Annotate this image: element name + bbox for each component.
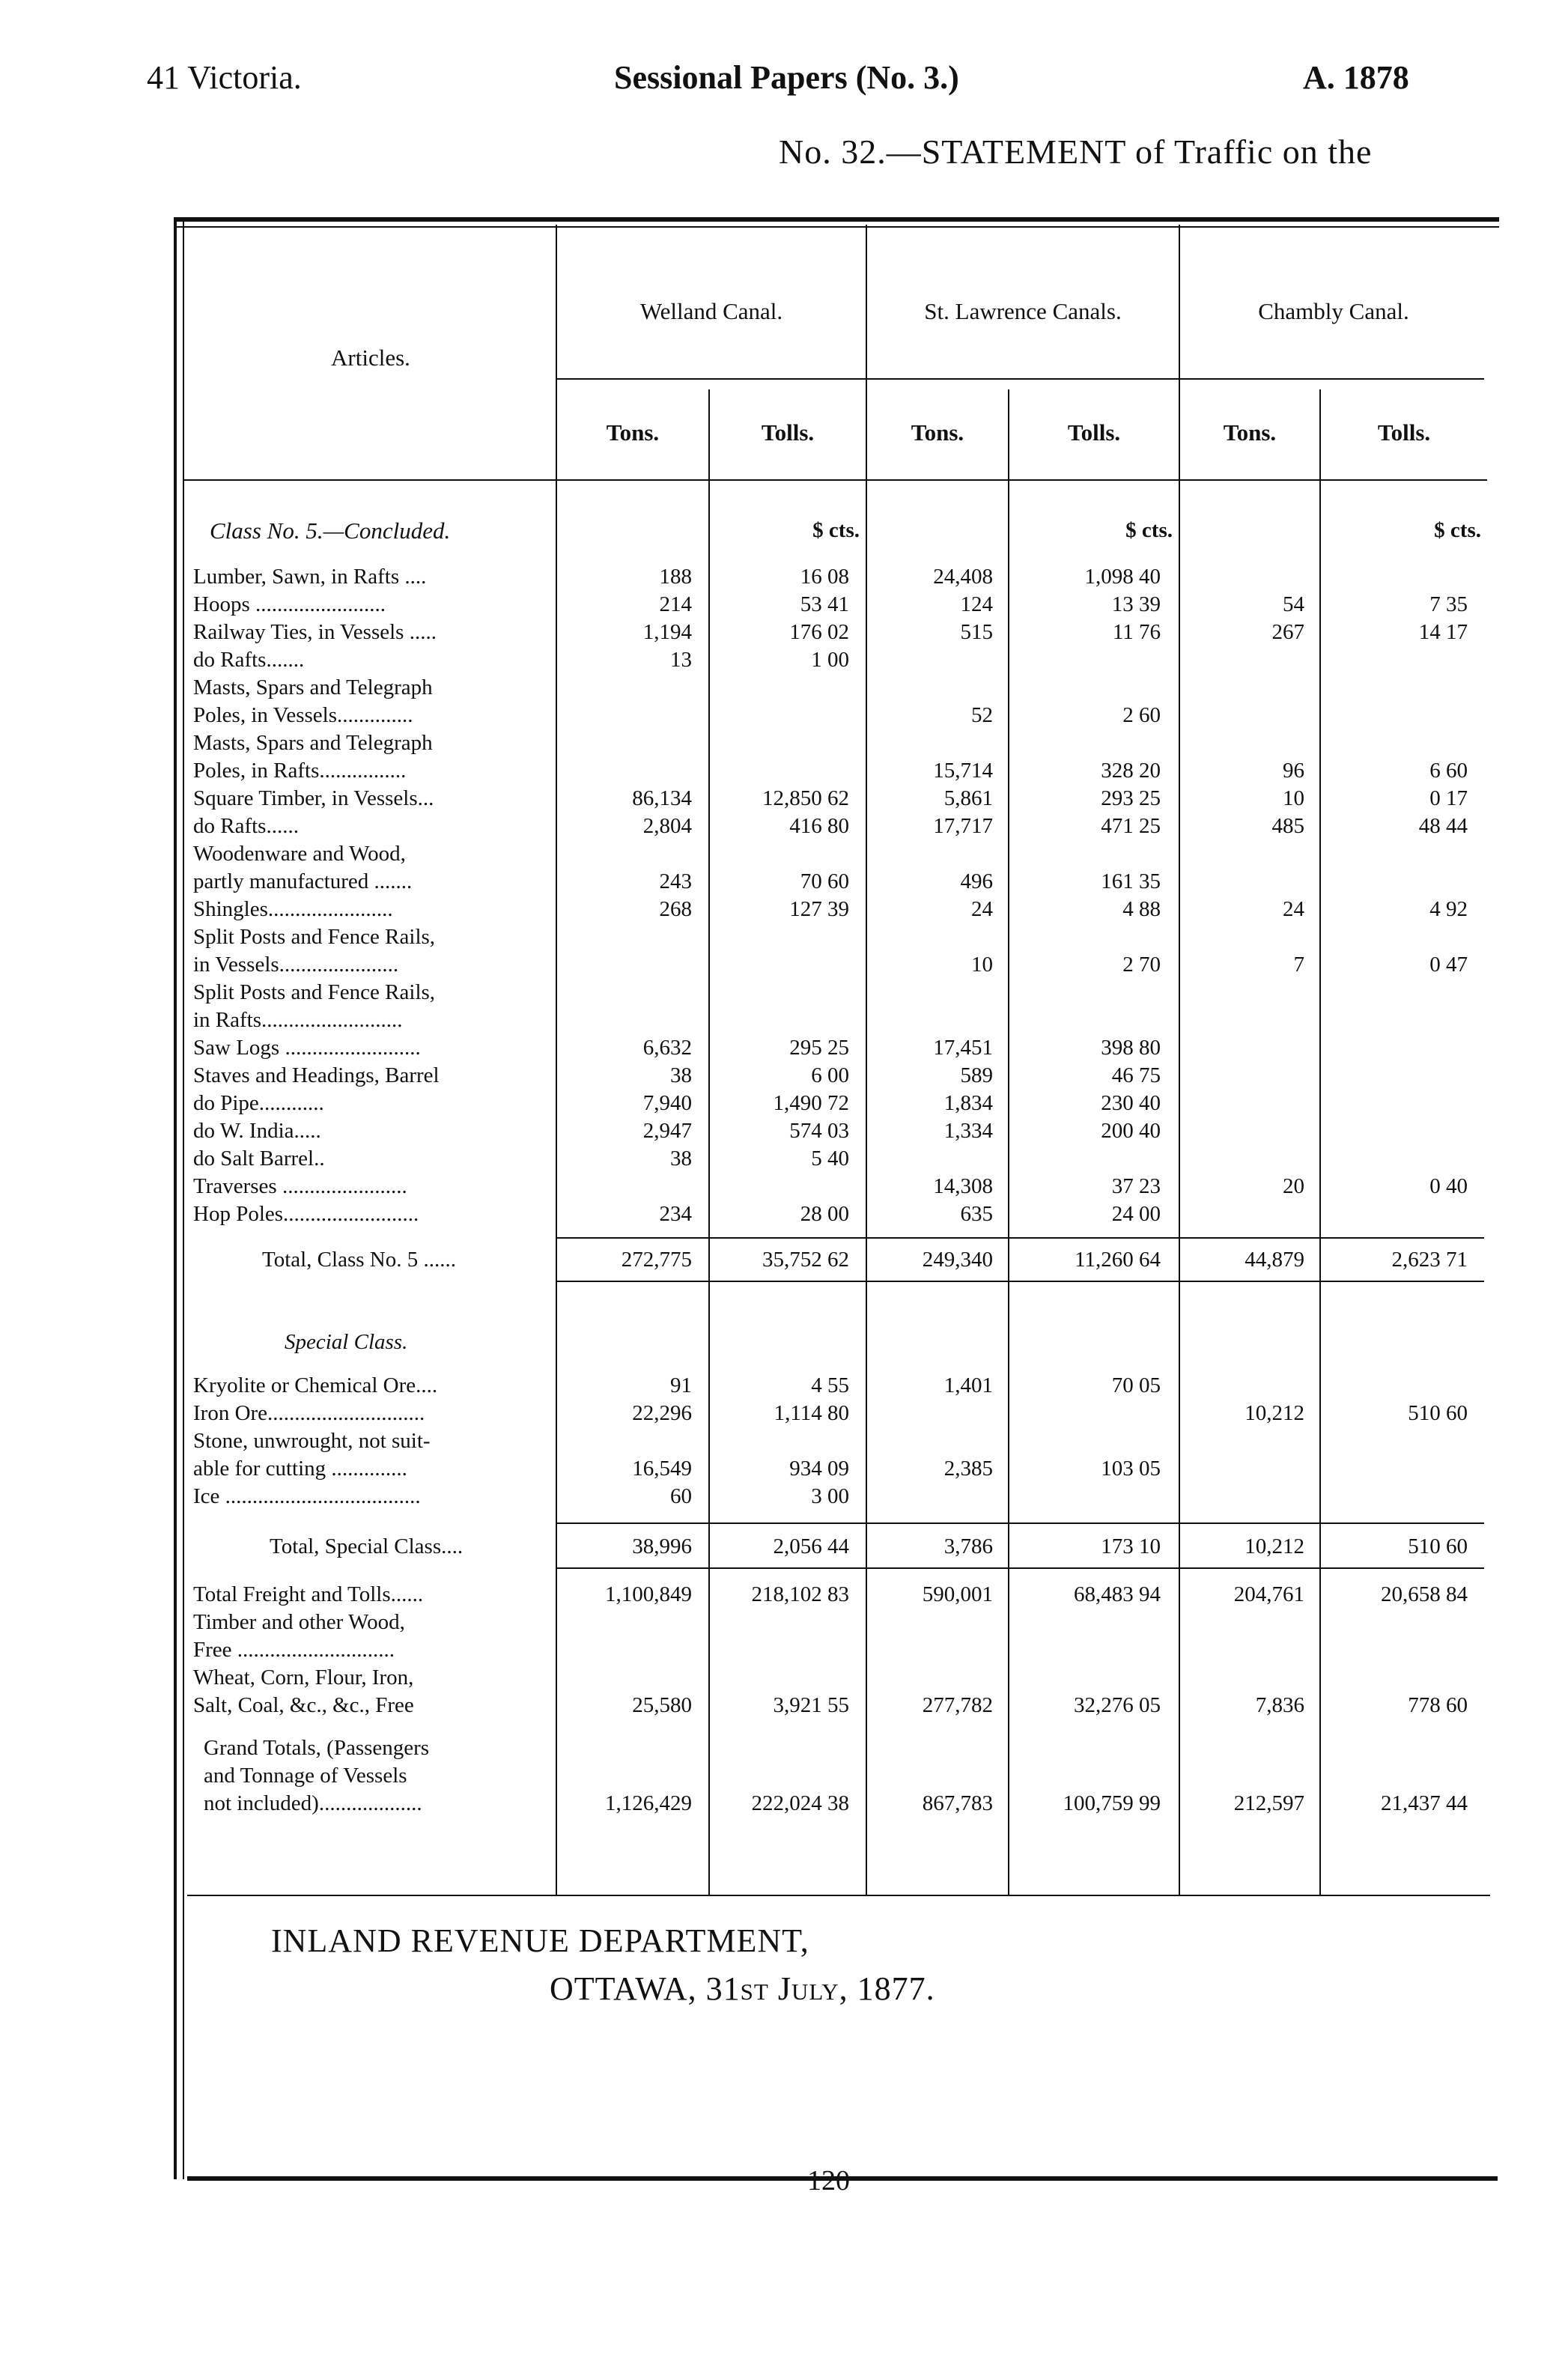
welland-tolls-cell: 1 00 [811,648,849,672]
stlawrence-tons-cell: 1,834 [943,1091,993,1115]
welland-tons-total-special: 38,996 [632,1534,692,1558]
article-label: Stone, unwrought, not suit- [193,1429,431,1453]
page-number: 120 [807,2165,850,2196]
welland-tolls-cell: 574 03 [789,1119,849,1143]
article-label: Poles, in Vessels.............. [193,703,413,727]
header-center: Sessional Papers (No. 3.) [614,59,959,96]
welland-tolls-cell: 295 25 [789,1036,849,1060]
stlawrence-tolls-cell: 293 25 [1101,786,1161,810]
welland-tons-total-class5: 272,775 [621,1248,692,1272]
stlawrence-tolls-total-class5: 11,260 64 [1075,1248,1161,1272]
stlawrence-tolls-cell: 103 05 [1101,1457,1161,1481]
stlawrence-tolls-cell: 46 75 [1111,1063,1161,1087]
article-label: Free ............................. [193,1638,395,1662]
article-label: Split Posts and Fence Rails, [193,980,436,1004]
stlawrence-tolls-cell: 70 05 [1111,1373,1161,1397]
stlawrence-tons-total-class5: 249,340 [922,1248,993,1272]
chambly-tolls-cell: 778 60 [1408,1693,1468,1717]
stlawrence-tons-total-special: 3,786 [943,1534,993,1558]
stlawrence-tolls-cell: 13 39 [1111,592,1161,616]
article-label: in Rafts.......................... [193,1008,403,1032]
chambly-tons-cell: 54 [1283,592,1304,616]
article-label: Timber and other Wood, [193,1610,405,1634]
welland-tons-header: Tons. [606,419,660,446]
table-top-rule-thin [174,226,1499,228]
article-label: Poles, in Rafts................ [193,759,407,783]
chambly-tolls-cell: 20,658 84 [1381,1582,1468,1606]
welland-tolls-cell: 3,921 55 [773,1693,849,1717]
chambly-tolls-header: Tolls. [1377,419,1431,446]
chambly-tons-cell: 96 [1283,759,1304,783]
total-class5-rule-top [556,1237,1484,1239]
st-lawrence-header: St. Lawrence Canals. [924,298,1122,324]
chambly-tons-cell: 10,212 [1245,1401,1304,1425]
stlawrence-tons-cell: 124 [960,592,993,616]
stlawrence-tons-cell: 17,717 [933,814,993,838]
chambly-tons-cell: 10 [1283,786,1304,810]
article-label: Hop Poles......................... [193,1202,419,1226]
stlawrence-tolls-total-special: 173 10 [1101,1534,1161,1558]
welland-tons-cell: 2,947 [642,1119,692,1143]
chambly-tolls-cell: 510 60 [1408,1401,1468,1425]
stlawrence-tolls-cell: 32,276 05 [1074,1693,1161,1717]
welland-tolls-cell: 1,114 80 [774,1401,849,1425]
stlawrence-tolls-cell: 4 88 [1122,897,1161,921]
article-label: Salt, Coal, &c., &c., Free [193,1693,414,1717]
article-label: Traverses ....................... [193,1174,407,1198]
place-and-date: OTTAWA, 31st July, 1877. [550,1970,935,2007]
article-label: do Pipe............ [193,1091,324,1115]
welland-tolls-cell: 53 41 [800,592,849,616]
welland-tons-cell: 60 [670,1484,692,1508]
group-header-rule [556,378,1484,380]
stlawrence-tons-cell: 52 [971,703,993,727]
welland-tons-grand-total: 1,126,429 [605,1791,692,1815]
welland-tons-cell: 86,134 [632,786,692,810]
article-label: Saw Logs ......................... [193,1036,421,1060]
chambly-tolls-cell: 0 47 [1429,953,1468,977]
stlawrence-tons-cell: 17,451 [933,1036,993,1060]
welland-tons-cell: 243 [659,869,692,893]
stlawrence-tolls-cell: 200 40 [1101,1119,1161,1143]
table-top-rule [174,217,1499,222]
welland-tons-cell: 214 [659,592,692,616]
stlawrence-tons-cell: 635 [960,1202,993,1226]
article-label: Ice .................................... [193,1484,421,1508]
total-class5-label: Total, Class No. 5 ...... [262,1248,456,1272]
welland-tons-cell: 6,632 [642,1036,692,1060]
article-label: Total Freight and Tolls...... [193,1582,424,1606]
article-label: able for cutting .............. [193,1457,407,1481]
welland-tons-cell: 188 [659,565,692,589]
stlawrence-tons-cell: 15,714 [933,759,993,783]
chambly-tolls-cell: 6 60 [1429,759,1468,783]
stlawrence-tons-cell: 590,001 [922,1582,993,1606]
article-label: do Rafts...... [193,814,299,838]
chambly-tons-total-class5: 44,879 [1245,1248,1304,1272]
chambly-tons-cell: 7,836 [1255,1693,1304,1717]
article-label: Staves and Headings, Barrel [193,1063,440,1087]
welland-tons-cell: 234 [659,1202,692,1226]
column-header-rule [184,479,1487,481]
article-label: Square Timber, in Vessels... [193,786,434,810]
stlawrence-tons-cell: 2,385 [943,1457,993,1481]
stlawrence-tons-cell: 1,401 [943,1373,993,1397]
welland-tons-cell: 268 [659,897,692,921]
welland-tolls-cell: 4 55 [811,1373,849,1397]
section-special-title: Special Class. [285,1330,408,1354]
welland-units: $ cts. [812,518,860,542]
article-label: partly manufactured ....... [193,869,413,893]
welland-tolls-cell: 3 00 [811,1484,849,1508]
stlawrence-tons-cell: 1,334 [943,1119,993,1143]
stlawrence-tolls-cell: 2 70 [1122,953,1161,977]
stlawrence-tons-cell: 496 [960,869,993,893]
chambly-tolls-cell: 48 44 [1418,814,1468,838]
chambly-tons-cell: 204,761 [1233,1582,1304,1606]
article-label: do Rafts....... [193,648,305,672]
welland-tons-cell: 38 [670,1063,692,1087]
stlawrence-tolls-cell: 11 76 [1112,620,1161,644]
chambly-tolls-cell: 14 17 [1418,620,1468,644]
chambly-tons-cell: 24 [1283,897,1304,921]
article-label: Wheat, Corn, Flour, Iron, [193,1666,414,1689]
chambly-tolls-cell: 7 35 [1429,592,1468,616]
welland-tolls-cell: 70 60 [800,869,849,893]
col-rule-4 [1008,389,1009,1895]
stlawrence-tolls-cell: 471 25 [1101,814,1161,838]
stlawrence-tolls-cell: 398 80 [1101,1036,1161,1060]
welland-header: Welland Canal. [639,298,783,324]
welland-tons-cell: 38 [670,1147,692,1171]
welland-tolls-cell: 416 80 [789,814,849,838]
welland-tolls-grand-total: 222,024 38 [751,1791,849,1815]
stlawrence-tolls-cell: 161 35 [1101,869,1161,893]
grand-total-label-3: not included)................... [204,1791,422,1815]
total-special-rule-top [556,1522,1484,1524]
stlawrence-tons-cell: 5,861 [943,786,993,810]
chambly-units: $ cts. [1434,518,1481,542]
article-label: Shingles....................... [193,897,393,921]
header-left: 41 Victoria. [147,59,302,96]
article-label: do Salt Barrel.. [193,1147,325,1171]
welland-tons-cell: 13 [670,648,692,672]
statement-title: No. 32.—STATEMENT of Traffic on the [779,133,1373,171]
table-end-rule [187,1895,1490,1896]
section-class5-title: Class No. 5.—Concluded. [210,517,451,544]
article-label: Lumber, Sawn, in Rafts .... [193,565,427,589]
stlawrence-tolls-cell: 2 60 [1122,703,1161,727]
stlawrence-tons-cell: 10 [971,953,993,977]
stlawrence-tons-cell: 277,782 [922,1693,993,1717]
welland-tolls-total-special: 2,056 44 [773,1534,849,1558]
chambly-tons-grand-total: 212,597 [1233,1791,1304,1815]
stlawrence-tons-cell: 14,308 [933,1174,993,1198]
article-label: in Vessels...................... [193,953,399,977]
stlawrence-tolls-header: Tolls. [1067,419,1121,446]
stlawrence-tolls-cell: 37 23 [1111,1174,1161,1198]
welland-tolls-total-class5: 35,752 62 [762,1248,849,1272]
stlawrence-tolls-cell: 1,098 40 [1084,565,1161,589]
chambly-tolls-total-class5: 2,623 71 [1391,1248,1468,1272]
welland-tons-cell: 2,804 [642,814,692,838]
chambly-tolls-cell: 0 17 [1429,786,1468,810]
article-label: Woodenware and Wood, [193,842,406,866]
total-class5-rule-bottom [556,1281,1484,1282]
welland-tons-cell: 7,940 [642,1091,692,1115]
stlawrence-tolls-grand-total: 100,759 99 [1063,1791,1161,1815]
welland-tons-cell: 22,296 [632,1401,692,1425]
welland-tolls-cell: 12,850 62 [762,786,849,810]
header-right: A. 1878 [1303,59,1409,96]
welland-tolls-cell: 5 40 [811,1147,849,1171]
stlawrence-tons-cell: 515 [960,620,993,644]
welland-tons-cell: 25,580 [632,1693,692,1717]
stlawrence-units: $ cts. [1125,518,1173,542]
stlawrence-tons-grand-total: 867,783 [922,1791,993,1815]
grand-total-label-2: and Tonnage of Vessels [204,1764,407,1788]
chambly-tons-cell: 267 [1271,620,1304,644]
article-label: Split Posts and Fence Rails, [193,925,436,949]
grand-total-label-1: Grand Totals, (Passengers [204,1736,430,1760]
article-label: Masts, Spars and Telegraph [193,675,433,699]
chambly-header: Chambly Canal. [1258,298,1409,324]
stlawrence-tons-cell: 24 [971,897,993,921]
article-label: Railway Ties, in Vessels ..... [193,620,437,644]
chambly-tolls-grand-total: 21,437 44 [1381,1791,1468,1815]
article-label: Iron Ore............................. [193,1401,425,1425]
welland-tolls-cell: 28 00 [800,1202,849,1226]
stlawrence-tolls-cell: 230 40 [1101,1091,1161,1115]
stlawrence-tolls-cell: 68,483 94 [1074,1582,1161,1606]
stlawrence-tons-cell: 589 [960,1063,993,1087]
chambly-tons-cell: 485 [1271,814,1304,838]
total-special-label: Total, Special Class.... [270,1534,464,1558]
chambly-tolls-total-special: 510 60 [1408,1534,1468,1558]
welland-tolls-cell: 1,490 72 [773,1091,849,1115]
welland-tolls-cell: 176 02 [789,620,849,644]
col-rule-5 [1179,225,1180,1895]
chambly-tons-cell: 7 [1293,953,1304,977]
table-left-rule-thin [183,217,184,2179]
chambly-tons-header: Tons. [1223,419,1277,446]
welland-tolls-cell: 6 00 [811,1063,849,1087]
welland-tons-cell: 1,194 [642,620,692,644]
table-left-rule [174,217,177,2179]
welland-tons-cell: 16,549 [632,1457,692,1481]
article-label: do W. India..... [193,1119,321,1143]
article-label: Masts, Spars and Telegraph [193,731,433,755]
stlawrence-tons-cell: 24,408 [933,565,993,589]
welland-tolls-cell: 127 39 [789,897,849,921]
article-label: Hoops ........................ [193,592,386,616]
chambly-tolls-cell: 0 40 [1429,1174,1468,1198]
welland-tons-cell: 1,100,849 [605,1582,692,1606]
chambly-tons-cell: 20 [1283,1174,1304,1198]
total-special-rule-bottom [556,1567,1484,1569]
stlawrence-tons-header: Tons. [911,419,964,446]
welland-tolls-cell: 934 09 [789,1457,849,1481]
article-label: Kryolite or Chemical Ore.... [193,1373,438,1397]
chambly-tons-total-special: 10,212 [1245,1534,1304,1558]
department-name: INLAND REVENUE DEPARTMENT, [271,1922,809,1959]
welland-tolls-header: Tolls. [761,419,815,446]
chambly-tolls-cell: 4 92 [1429,897,1468,921]
welland-tolls-cell: 218,102 83 [751,1582,849,1606]
welland-tons-cell: 91 [670,1373,692,1397]
stlawrence-tolls-cell: 24 00 [1111,1202,1161,1226]
welland-tolls-cell: 16 08 [800,565,849,589]
articles-header: Articles. [331,344,410,371]
stlawrence-tolls-cell: 328 20 [1101,759,1161,783]
